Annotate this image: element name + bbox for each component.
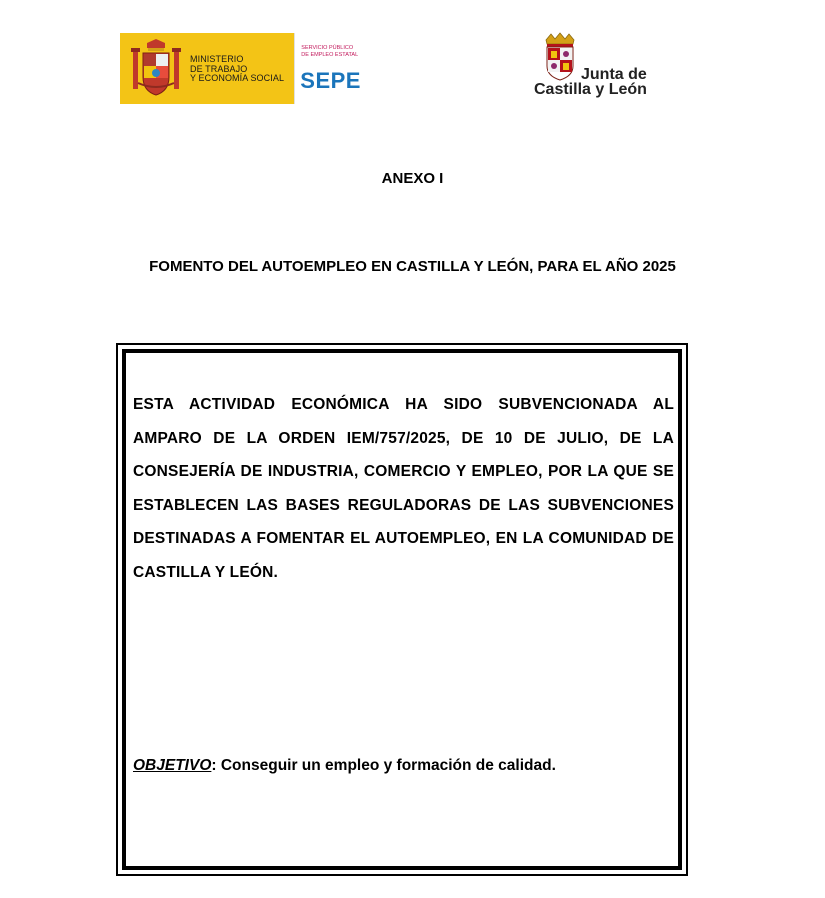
junta-line-2: Castilla y León — [534, 81, 647, 98]
page-title: FOMENTO DEL AUTOEMPLEO EN CASTILLA Y LEÓN, PARA EL AÑO 2025 — [149, 258, 676, 275]
junta-coat-of-arms-icon — [542, 32, 578, 82]
objective-line — [133, 757, 674, 775]
ministry-line-2: DE TRABAJO — [190, 63, 248, 74]
junta-line-1: Junta de — [581, 66, 647, 83]
sepe-sub-line-2: DE EMPLEO ESTATAL — [301, 51, 359, 58]
notice-frame — [116, 343, 688, 876]
notice-frame-inner — [122, 349, 682, 870]
ministry-line-3: Y ECONOMÍA SOCIAL — [190, 73, 285, 83]
junta-logo — [534, 32, 660, 100]
annex-title: ANEXO I — [381, 170, 444, 187]
ministry-logo — [120, 33, 294, 104]
objective-label: OBJETIVO — [133, 757, 212, 774]
subsidy-notice: ESTA ACTIVIDAD ECONÓMICA HA SIDO SUBVENCIONADA AL AMPARO DE LA ORDEN IEM/757/2025, DE 10 DE JULIO, DE LA CONSEJERÍA DE INDUSTRIA, COMERCIO Y EMPLEO, POR LA QUE SE ESTABLECEN LAS BASES REGULADORAS DE LAS SUBVENCIONES DESTINADAS A FOMENTAR EL AUTOEMPLEO, EN LA COMUNIDAD DE CASTILLA Y LEÓN. — [133, 396, 674, 581]
ministry-sepe-logo — [120, 33, 366, 104]
spain-coat-of-arms-icon — [130, 39, 182, 99]
ministry-line-1: MINISTERIO — [190, 54, 244, 64]
sepe-label: SEPE — [300, 68, 361, 93]
sepe-subtitle — [301, 45, 358, 58]
ministry-name — [190, 55, 284, 84]
sepe-sub-line-1: SERVICIO PÚBLICO — [301, 45, 354, 51]
sepe-logo — [294, 33, 366, 104]
objective-text: : Conseguir un empleo y formación de calidad. — [211, 757, 556, 774]
